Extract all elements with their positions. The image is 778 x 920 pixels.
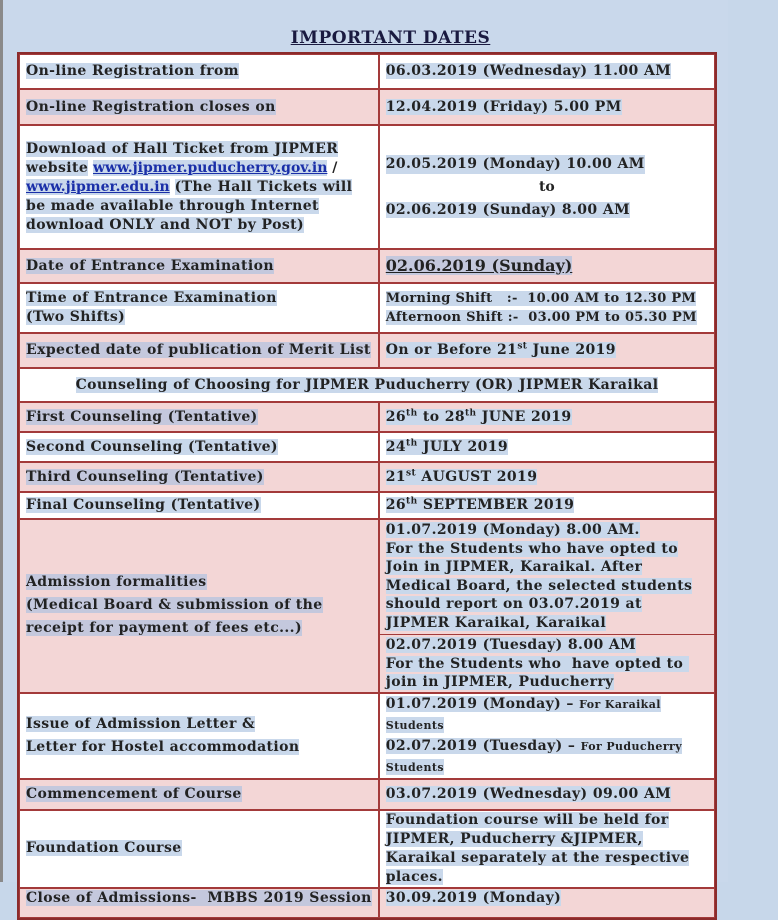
row-value: 24th JULY 2019 xyxy=(379,432,715,462)
table-row xyxy=(19,492,715,519)
jipmer-puducherry-link[interactable]: www.jipmer.puducherry.gov.in xyxy=(93,159,328,176)
row-label: Second Counseling (Tentative) xyxy=(19,432,379,462)
row-label: Expected date of publication of Merit List xyxy=(19,333,379,368)
row-value: 21st AUGUST 2019 xyxy=(379,462,715,492)
row-label: First Counseling (Tentative) xyxy=(19,402,379,432)
row-label: Foundation Course xyxy=(19,810,379,888)
table-row xyxy=(19,462,715,492)
row-label: Issue of Admission Letter & Letter for Hostel accommodation xyxy=(19,693,379,779)
row-value: Foundation course will be held for JIPMER, Puducherry &JIPMER, Karaikal separately at the respective places. xyxy=(379,810,715,888)
row-value: 30.09.2019 (Monday) xyxy=(379,888,715,918)
table-row xyxy=(19,249,715,283)
row-value: 26th SEPTEMBER 2019 xyxy=(379,492,715,519)
table-row xyxy=(19,779,715,810)
important-dates-table xyxy=(17,52,717,920)
row-value: Morning Shift :- 10.00 AM to 12.30 PM Afternoon Shift :- 03.00 PM to 05.30 PM xyxy=(379,283,715,333)
table-row xyxy=(19,54,715,89)
row-label: Third Counseling (Tentative) xyxy=(19,462,379,492)
row-label: On-line Registration from xyxy=(19,54,379,89)
table-row xyxy=(19,89,715,125)
table-row xyxy=(19,810,715,888)
row-value: 02.06.2019 (Sunday) xyxy=(379,249,715,283)
row-value: 12.04.2019 (Friday) 5.00 PM xyxy=(379,89,715,125)
table-row xyxy=(19,283,715,333)
row-label: Commencement of Course xyxy=(19,779,379,810)
row-label: Time of Entrance Examination (Two Shifts) xyxy=(19,283,379,333)
table-row xyxy=(19,432,715,462)
table-row xyxy=(19,888,715,918)
row-label: Close of Admissions- MBBS 2019 Session xyxy=(19,888,379,918)
row-label: Download of Hall Ticket from JIPMER website www.jipmer.puducherry.gov.in / www.jipmer.edu.in (The Hall Tickets will be made available through Internet download ONLY and NOT by Post) xyxy=(19,125,379,249)
row-label: On-line Registration closes on xyxy=(19,89,379,125)
table-row xyxy=(19,693,715,779)
table-row xyxy=(19,519,715,693)
row-label: Final Counseling (Tentative) xyxy=(19,492,379,519)
row-value: 26th to 28th JUNE 2019 xyxy=(379,402,715,432)
row-value: 01.07.2019 (Monday) – For Karaikal Students 02.07.2019 (Tuesday) – For Puducherry Students xyxy=(379,693,715,779)
row-value: 01.07.2019 (Monday) 8.00 AM. For the Students who have opted to Join in JIPMER, Karaikal. After Medical Board, the selected students should report on 03.07.2019 at JIPMER Karaikal, Karaikal 02.07.2019 (Tuesday) 8.00 AM For the Students who have opted to join in JIPMER, Puducherry xyxy=(379,519,715,693)
row-label: Date of Entrance Examination xyxy=(19,249,379,283)
table-row xyxy=(19,368,715,402)
table-row xyxy=(19,125,715,249)
page-title: IMPORTANT DATES xyxy=(290,28,491,48)
row-value: 20.05.2019 (Monday) 10.00 AM to 02.06.2019 (Sunday) 8.00 AM xyxy=(379,125,715,249)
row-value: On or Before 21st June 2019 xyxy=(379,333,715,368)
jipmer-edu-link[interactable]: www.jipmer.edu.in xyxy=(26,178,170,195)
row-value: 06.03.2019 (Wednesday) 11.00 AM xyxy=(379,54,715,89)
table-row xyxy=(19,402,715,432)
counseling-heading: Counseling of Choosing for JIPMER Puducherry (OR) JIPMER Karaikal xyxy=(19,368,715,402)
row-value: 03.07.2019 (Wednesday) 09.00 AM xyxy=(379,779,715,810)
table-row xyxy=(19,333,715,368)
row-label: Admission formalities (Medical Board & submission of the receipt for payment of fees etc...) xyxy=(19,519,379,693)
